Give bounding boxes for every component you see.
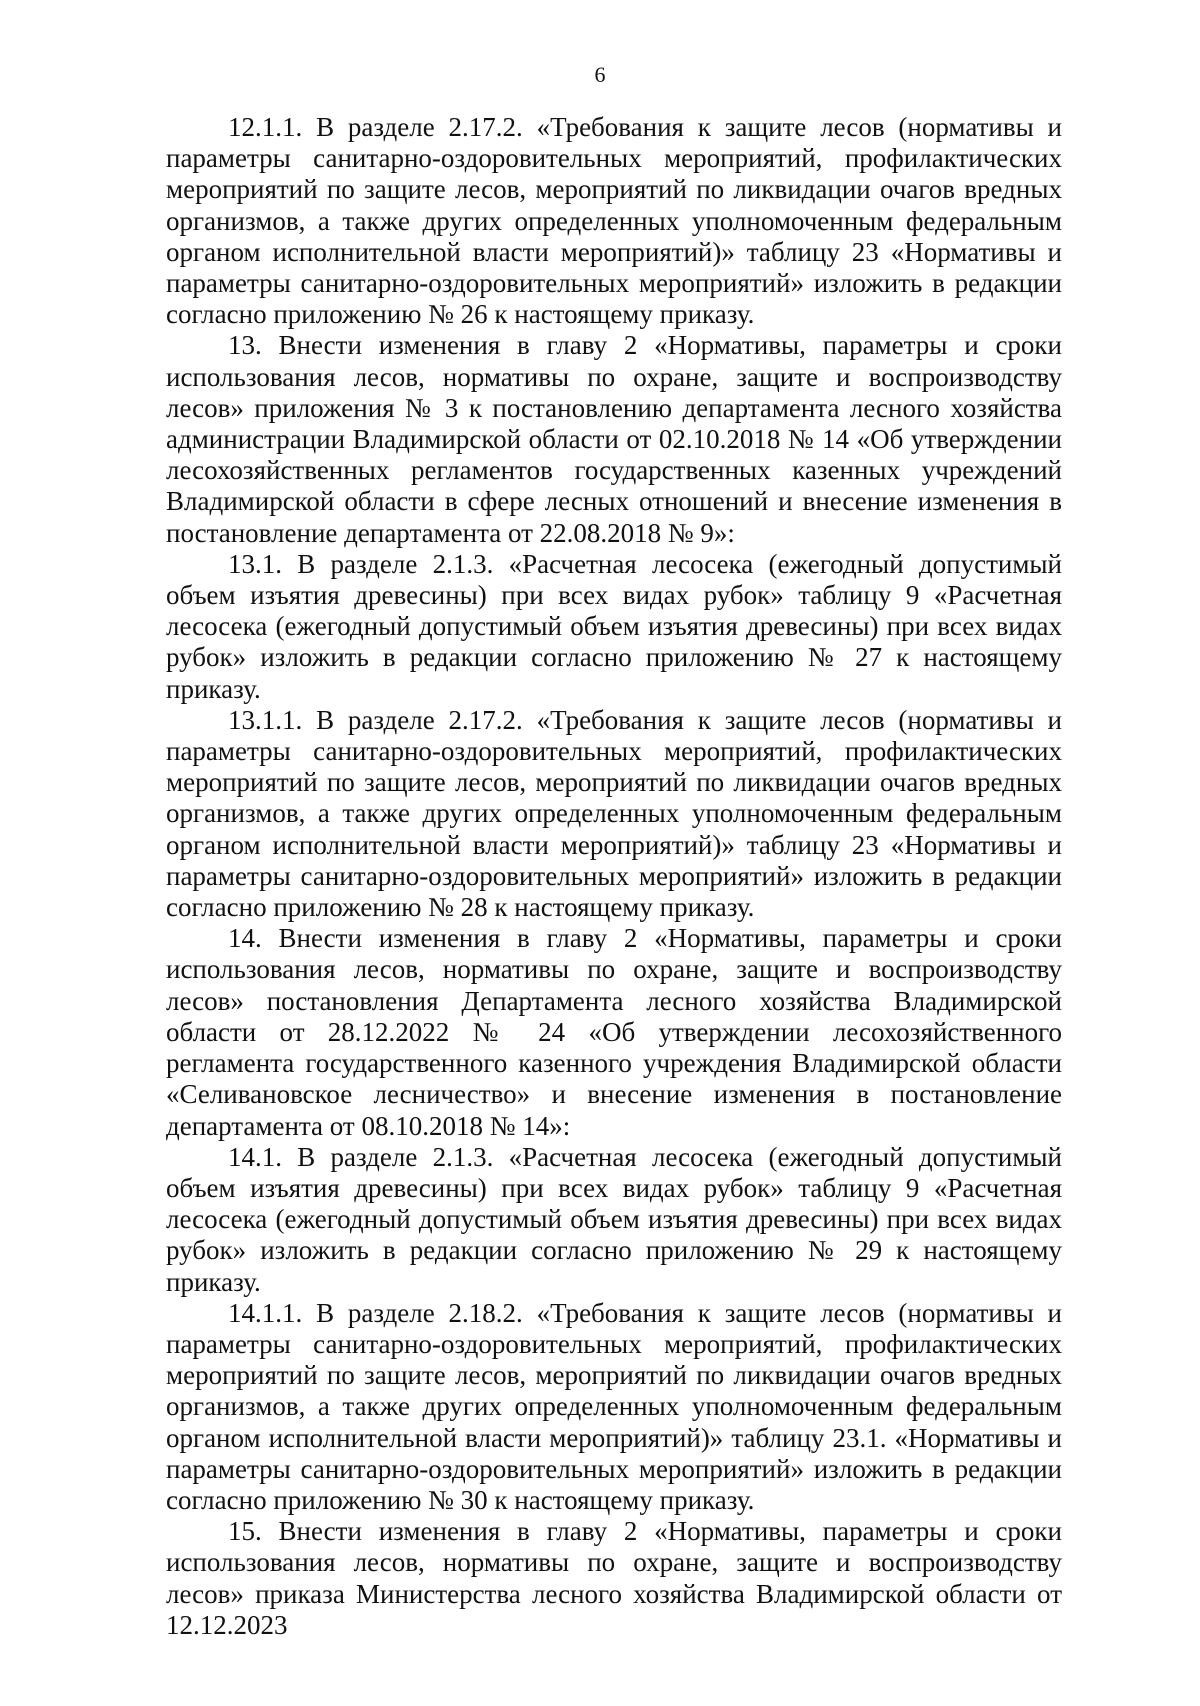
paragraph-12-1-1: 12.1.1. В разделе 2.17.2. «Требования к защите лесов (нормативы и параметры санитарно-оздоровительных мероприятий, профилактических мероприятий по защите лесов, мероприятий по ликвидации очагов вредных организмов, а также других определенных уполномоченным федеральным органом исполнительной власти мероприятий)» таблицу 23 «Нормативы и параметры санитарно-оздоровительных мероприятий» изложить в редакции согласно приложению № 26 к настоящему приказу. — [166, 112, 1062, 330]
paragraph-14: 14. Внести изменения в главу 2 «Нормативы, параметры и сроки использования лесов, нормативы по охране, защите и воспроизводству лесов» постановления Департамента лесного хозяйства Владимирской области от 28.12.2022 № 24 «Об утверждении лесохозяйственного регламента государственного казенного учреждения Владимирской области «Селивановское лесничество» и внесение изменения в постановление департамента от 08.10.2018 № 14»: — [166, 923, 1062, 1141]
paragraph-13-1-1: 13.1.1. В разделе 2.17.2. «Требования к защите лесов (нормативы и параметры санитарно-оздоровительных мероприятий, профилактических мероприятий по защите лесов, мероприятий по ликвидации очагов вредных организмов, а также других определенных уполномоченным федеральным органом исполнительной власти мероприятий)» таблицу 23 «Нормативы и параметры санитарно-оздоровительных мероприятий» изложить в редакции согласно приложению № 28 к настоящему приказу. — [166, 704, 1062, 923]
paragraph-14-1-1: 14.1.1. В разделе 2.18.2. «Требования к защите лесов (нормативы и параметры санитарно-оздоровительных мероприятий, профилактических мероприятий по защите лесов, мероприятий по ликвидации очагов вредных организмов, а также других определенных уполномоченным федеральным органом исполнительной власти мероприятий)» таблицу 23.1. «Нормативы и параметры санитарно-оздоровительных мероприятий» изложить в редакции согласно приложению № 30 к настоящему приказу. — [166, 1297, 1062, 1515]
paragraph-15: 15. Внести изменения в главу 2 «Нормативы, параметры и сроки использования лесов, нормативы по охране, защите и воспроизводству лесов» приказа Министерства лесного хозяйства Владимирской области от 12.12.2023 — [166, 1516, 1062, 1640]
paragraph-13-1: 13.1. В разделе 2.1.3. «Расчетная лесосека (ежегодный допустимый объем изъятия древесины) при всех видах рубок» таблицу 9 «Расчетная лесосека (ежегодный допустимый объем изъятия древесины) при всех видах рубок» изложить в редакции согласно приложению № 27 к настоящему приказу. — [166, 548, 1062, 704]
page-number: 6 — [594, 62, 606, 87]
document-body — [166, 112, 1062, 1641]
paragraph-14-1: 14.1. В разделе 2.1.3. «Расчетная лесосека (ежегодный допустимый объем изъятия древесины) при всех видах рубок» таблицу 9 «Расчетная лесосека (ежегодный допустимый объем изъятия древесины) при всех видах рубок» изложить в редакции согласно приложению № 29 к настоящему приказу. — [166, 1141, 1062, 1297]
paragraph-13: 13. Внести изменения в главу 2 «Нормативы, параметры и сроки использования лесов, нормативы по охране, защите и воспроизводству лесов» приложения № 3 к постановлению департамента лесного хозяйства администрации Владимирской области от 02.10.2018 № 14 «Об утверждении лесохозяйственных регламентов государственных казенных учреждений Владимирской области в сфере лесных отношений и внесение изменения в постановление департамента от 22.08.2018 № 9»: — [166, 330, 1062, 548]
